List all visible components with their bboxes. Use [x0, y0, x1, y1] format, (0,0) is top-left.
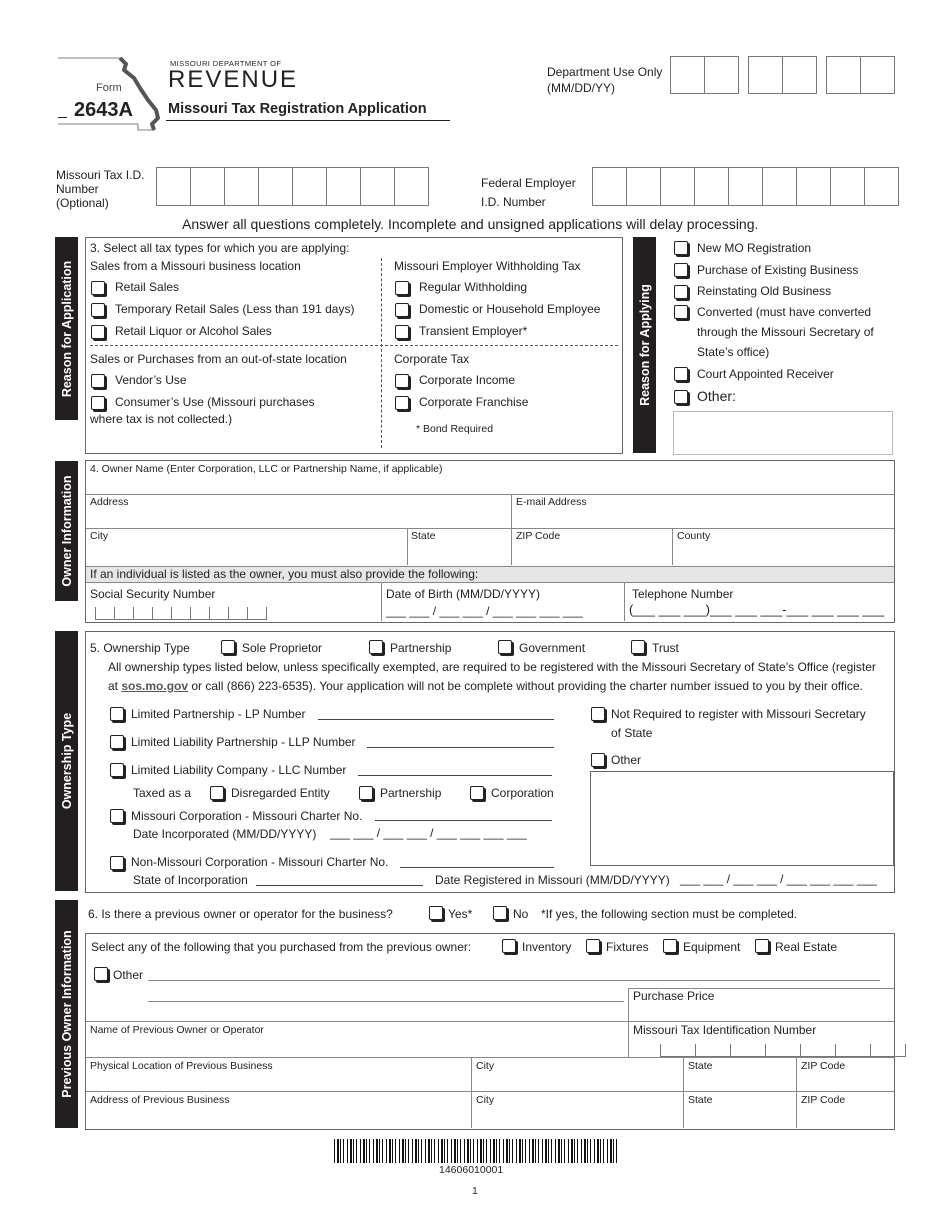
prev-city-label-2[interactable]: City	[476, 1094, 495, 1106]
non-mo-corp-label: Non-Missouri Corporation - Missouri Charter No.	[131, 855, 389, 869]
phone-field[interactable]: (___ ___ ___)___ ___ ___-___ ___ ___ ___	[629, 602, 885, 617]
ssn-label: Social Security Number	[90, 587, 216, 601]
llp-checkbox[interactable]	[110, 735, 124, 749]
form-title: Missouri Tax Registration Application	[168, 101, 427, 117]
consumers-use-label-2: where tax is not collected.)	[90, 412, 233, 426]
prev-zip-label[interactable]: ZIP Code	[801, 1060, 846, 1072]
prev-state-label-2[interactable]: State	[688, 1094, 713, 1106]
regular-withholding-label: Regular Withholding	[419, 280, 528, 294]
zip-label[interactable]: ZIP Code	[516, 530, 561, 542]
not-required-label-2: of State	[611, 726, 653, 740]
partnership-label: Partnership	[390, 641, 452, 655]
form-label: Form	[96, 82, 122, 94]
form-number: 2643A	[74, 99, 133, 121]
owner-col-line	[407, 528, 408, 565]
owner-col-line	[672, 528, 673, 565]
date-incorporated-label: Date Incorporated (MM/DD/YYYY)	[133, 827, 317, 841]
non-mo-corp-checkbox[interactable]	[110, 856, 124, 870]
transient-employer-label: Transient Employer*	[419, 324, 528, 338]
trust-label: Trust	[652, 641, 679, 655]
lp-label: Limited Partnership - LP Number	[131, 707, 306, 721]
trust-checkbox[interactable]	[631, 640, 645, 654]
taxed-partnership-checkbox[interactable]	[359, 786, 373, 800]
prev-row-line	[86, 1057, 894, 1058]
county-label[interactable]: County	[677, 530, 711, 542]
section-divider	[90, 345, 618, 346]
corporate-income-checkbox[interactable]	[395, 374, 409, 388]
regular-withholding-checkbox[interactable]	[395, 281, 409, 295]
retail-sales-label: Retail Sales	[115, 280, 180, 294]
date-registered-field[interactable]: ___ ___ / ___ ___ / ___ ___ ___ ___	[680, 872, 877, 886]
converted-label-2: through the Missouri Secretary of	[697, 325, 874, 339]
owner-col-line	[624, 583, 625, 621]
llc-checkbox[interactable]	[110, 763, 124, 777]
out-of-state-heading: Sales or Purchases from an out-of-state location	[90, 352, 347, 366]
state-incorporation-field[interactable]	[256, 885, 423, 886]
new-registration-label: New MO Registration	[697, 241, 812, 255]
dob-field[interactable]: ___ ___ / ___ ___ / ___ ___ ___ ___	[386, 604, 583, 618]
individual-note: If an individual is listed as the owner, you must also provide the following:	[90, 567, 479, 581]
mo-tax-id-label-2: Number	[56, 182, 99, 196]
sidebar-ownership-type: Ownership Type	[55, 631, 78, 891]
state-label[interactable]: State	[411, 530, 436, 542]
corporate-heading: Corporate Tax	[394, 352, 470, 366]
mo-tax-id-label: Missouri Tax I.D.	[56, 168, 145, 182]
sidebar-reason-application: Reason for Application	[55, 237, 78, 420]
select-prompt: Select any of the following that you purchased from the previous owner:	[91, 940, 472, 954]
lp-checkbox[interactable]	[110, 707, 124, 721]
llp-label: Limited Liability Partnership - LLP Number	[131, 735, 356, 749]
ownership-note-2	[108, 679, 863, 693]
dept-use-month[interactable]	[670, 56, 739, 92]
date-registered-label: Date Registered in Missouri (MM/DD/YYYY)	[435, 873, 670, 887]
corporate-income-label: Corporate Income	[419, 373, 516, 387]
taxed-as-label: Taxed as a	[133, 786, 192, 800]
email-label[interactable]: E-mail Address	[516, 496, 587, 508]
prev-state-label[interactable]: State	[688, 1060, 713, 1072]
other-ownership-field[interactable]	[590, 771, 894, 866]
converted-checkbox[interactable]	[674, 305, 688, 319]
government-checkbox[interactable]	[498, 640, 512, 654]
fein-label: Federal Employer	[481, 176, 576, 190]
q3-label: 3. Select all tax types for which you are applying:	[90, 241, 350, 255]
retail-liquor-checkbox[interactable]	[91, 325, 105, 339]
prev-row-line	[86, 1021, 894, 1022]
prev-col-line	[628, 988, 629, 1058]
temp-retail-checkbox[interactable]	[91, 303, 105, 317]
llc-number-field[interactable]	[358, 775, 552, 776]
dept-use-format: (MM/DD/YY)	[547, 81, 615, 95]
barcode-number: 14606010001	[439, 1164, 504, 1176]
purchase-price-label[interactable]: Purchase Price	[633, 989, 715, 1003]
court-receiver-checkbox[interactable]	[674, 367, 688, 381]
instructions: Answer all questions completely. Incomplete and unsigned applications will delay processing.	[182, 216, 759, 232]
mo-tax-id-label-3: (Optional)	[56, 196, 109, 210]
partnership-checkbox[interactable]	[369, 640, 383, 654]
other-reason-label: Other:	[697, 388, 736, 404]
disregarded-label: Disregarded Entity	[231, 786, 330, 800]
other-ownership-checkbox[interactable]	[591, 753, 605, 767]
other-purchase-field-2[interactable]	[148, 1001, 624, 1002]
mo-corp-label: Missouri Corporation - Missouri Charter No.	[131, 809, 363, 823]
corporate-franchise-checkbox[interactable]	[395, 396, 409, 410]
ownership-note-suffix: or call (866) 223-6535). Your application will not be complete without providing the charter number issued to you by their office.	[188, 679, 863, 693]
not-required-label: Not Required to register with Missouri Secretary	[611, 707, 866, 721]
retail-liquor-label: Retail Liquor or Alcohol Sales	[115, 324, 272, 338]
disregarded-checkbox[interactable]	[210, 786, 224, 800]
city-label[interactable]: City	[90, 530, 109, 542]
other-purchase-field[interactable]	[148, 980, 880, 981]
dept-use-label: Department Use Only	[547, 65, 663, 79]
fein-field[interactable]	[592, 167, 899, 204]
address-prev-label[interactable]: Address of Previous Business	[90, 1094, 230, 1106]
reinstating-checkbox[interactable]	[674, 285, 688, 299]
ownership-note-prefix: at	[108, 679, 122, 693]
mo-corp-checkbox[interactable]	[110, 809, 124, 823]
q6-label: 6. Is there a previous owner or operator for the business?	[88, 907, 393, 921]
real-estate-label: Real Estate	[775, 940, 838, 954]
bond-note: * Bond Required	[416, 423, 494, 435]
llc-label: Limited Liability Company - LLC Number	[131, 763, 347, 777]
taxed-partnership-label: Partnership	[380, 786, 442, 800]
domestic-employee-checkbox[interactable]	[395, 303, 409, 317]
corporate-franchise-label: Corporate Franchise	[419, 395, 529, 409]
fein-label-2: I.D. Number	[481, 195, 546, 209]
other-reason-field[interactable]	[673, 411, 893, 455]
ownership-note: All ownership types listed below, unless specifically exempted, are required to be registered with the Missouri Secretary of State’s Office (register	[108, 660, 876, 674]
sole-proprietor-label: Sole Proprietor	[242, 641, 323, 655]
other-ownership-label: Other	[611, 753, 642, 767]
llp-number-field[interactable]	[367, 747, 554, 748]
purchase-existing-label: Purchase of Existing Business	[697, 263, 859, 277]
not-required-checkbox[interactable]	[591, 707, 605, 721]
prev-col-line	[796, 1057, 797, 1128]
sos-link[interactable]: sos.mo.gov	[121, 679, 189, 693]
inventory-label: Inventory	[522, 940, 572, 954]
lp-number-field[interactable]	[318, 719, 554, 720]
form-number-dash	[58, 117, 67, 118]
sole-proprietor-checkbox[interactable]	[221, 640, 235, 654]
inventory-checkbox[interactable]	[502, 939, 516, 953]
dept-use-day[interactable]	[748, 56, 817, 92]
page-number: 1	[472, 1185, 478, 1197]
owner-col-line	[381, 583, 382, 621]
converted-label: Converted (must have converted	[697, 305, 872, 319]
taxed-corporation-checkbox[interactable]	[470, 786, 484, 800]
revenue-logo: REVENUE	[168, 66, 299, 93]
sidebar-previous-owner: Previous Owner Information	[55, 900, 78, 1128]
other-purchase-checkbox[interactable]	[94, 967, 108, 981]
consumers-use-label: Consumer’s Use (Missouri purchases	[115, 395, 315, 409]
phone-label: Telephone Number	[632, 587, 734, 601]
equipment-checkbox[interactable]	[663, 939, 677, 953]
prev-row-line	[86, 1091, 894, 1092]
agency-name: MISSOURI DEPARTMENT OF	[170, 59, 282, 68]
government-label: Government	[519, 641, 586, 655]
prev-zip-label-2[interactable]: ZIP Code	[801, 1094, 846, 1106]
prev-owner-yes-checkbox[interactable]	[429, 906, 443, 920]
fixtures-label: Fixtures	[606, 940, 649, 954]
column-divider	[381, 258, 382, 448]
if-yes-note: *If yes, the following section must be completed.	[541, 907, 798, 921]
address-label[interactable]: Address	[90, 496, 129, 508]
vendors-use-checkbox[interactable]	[91, 374, 105, 388]
transient-employer-checkbox[interactable]	[395, 325, 409, 339]
state-incorporation-label: State of Incorporation	[133, 873, 248, 887]
title-underline	[166, 120, 450, 121]
prev-col-line	[683, 1057, 684, 1128]
retail-sales-checkbox[interactable]	[91, 281, 105, 295]
prev-city-label[interactable]: City	[476, 1060, 495, 1072]
new-registration-checkbox[interactable]	[674, 241, 688, 255]
prev-owner-no-checkbox[interactable]	[493, 906, 507, 920]
name-prev-owner-label[interactable]: Name of Previous Owner or Operator	[90, 1024, 264, 1036]
withholding-heading: Missouri Employer Withholding Tax	[394, 259, 581, 273]
sidebar-reason-applying: Reason for Applying	[633, 237, 656, 453]
sidebar-owner-information: Owner Information	[55, 461, 78, 601]
mo-tax-id-prev-label: Missouri Tax Identification Number	[633, 1023, 817, 1037]
consumers-use-checkbox[interactable]	[91, 396, 105, 410]
owner-col-line	[511, 494, 512, 528]
owner-row-line	[86, 528, 894, 529]
owner-col-line	[511, 528, 512, 565]
dept-use-year[interactable]	[826, 56, 895, 92]
temp-retail-label: Temporary Retail Sales (Less than 191 days)	[115, 302, 355, 316]
domestic-employee-label: Domestic or Household Employee	[419, 302, 601, 316]
prev-owner-yes-label: Yes*	[448, 907, 473, 921]
taxed-corporation-label: Corporation	[491, 786, 554, 800]
vendors-use-label: Vendor’s Use	[115, 373, 187, 387]
court-receiver-label: Court Appointed Receiver	[697, 367, 834, 381]
fixtures-checkbox[interactable]	[586, 939, 600, 953]
equipment-label: Equipment	[683, 940, 741, 954]
other-purchase-label: Other	[113, 968, 144, 982]
ssn-field[interactable]	[95, 607, 267, 619]
mo-tax-id-field[interactable]	[156, 167, 429, 204]
physical-location-label[interactable]: Physical Location of Previous Business	[90, 1060, 273, 1072]
other-reason-checkbox[interactable]	[674, 390, 688, 404]
mo-charter-field[interactable]	[375, 820, 552, 821]
mo-tax-id-prev-field[interactable]	[660, 1044, 906, 1056]
sales-heading: Sales from a Missouri business location	[90, 259, 301, 273]
purchase-existing-checkbox[interactable]	[674, 263, 688, 277]
converted-label-3: State’s office)	[697, 345, 770, 359]
reinstating-label: Reinstating Old Business	[697, 284, 832, 298]
real-estate-checkbox[interactable]	[755, 939, 769, 953]
barcode	[334, 1139, 618, 1163]
date-incorporated-field[interactable]: ___ ___ / ___ ___ / ___ ___ ___ ___	[330, 826, 527, 840]
non-mo-charter-field[interactable]	[400, 867, 554, 868]
dob-label: Date of Birth (MM/DD/YYYY)	[386, 587, 541, 601]
q5-label: 5. Ownership Type	[90, 641, 190, 655]
prev-owner-no-label: No	[513, 907, 529, 921]
prev-col-line	[471, 1057, 472, 1128]
owner-row-line	[86, 494, 894, 495]
owner-name-label[interactable]: 4. Owner Name (Enter Corporation, LLC or Partnership Name, if applicable)	[90, 463, 443, 475]
